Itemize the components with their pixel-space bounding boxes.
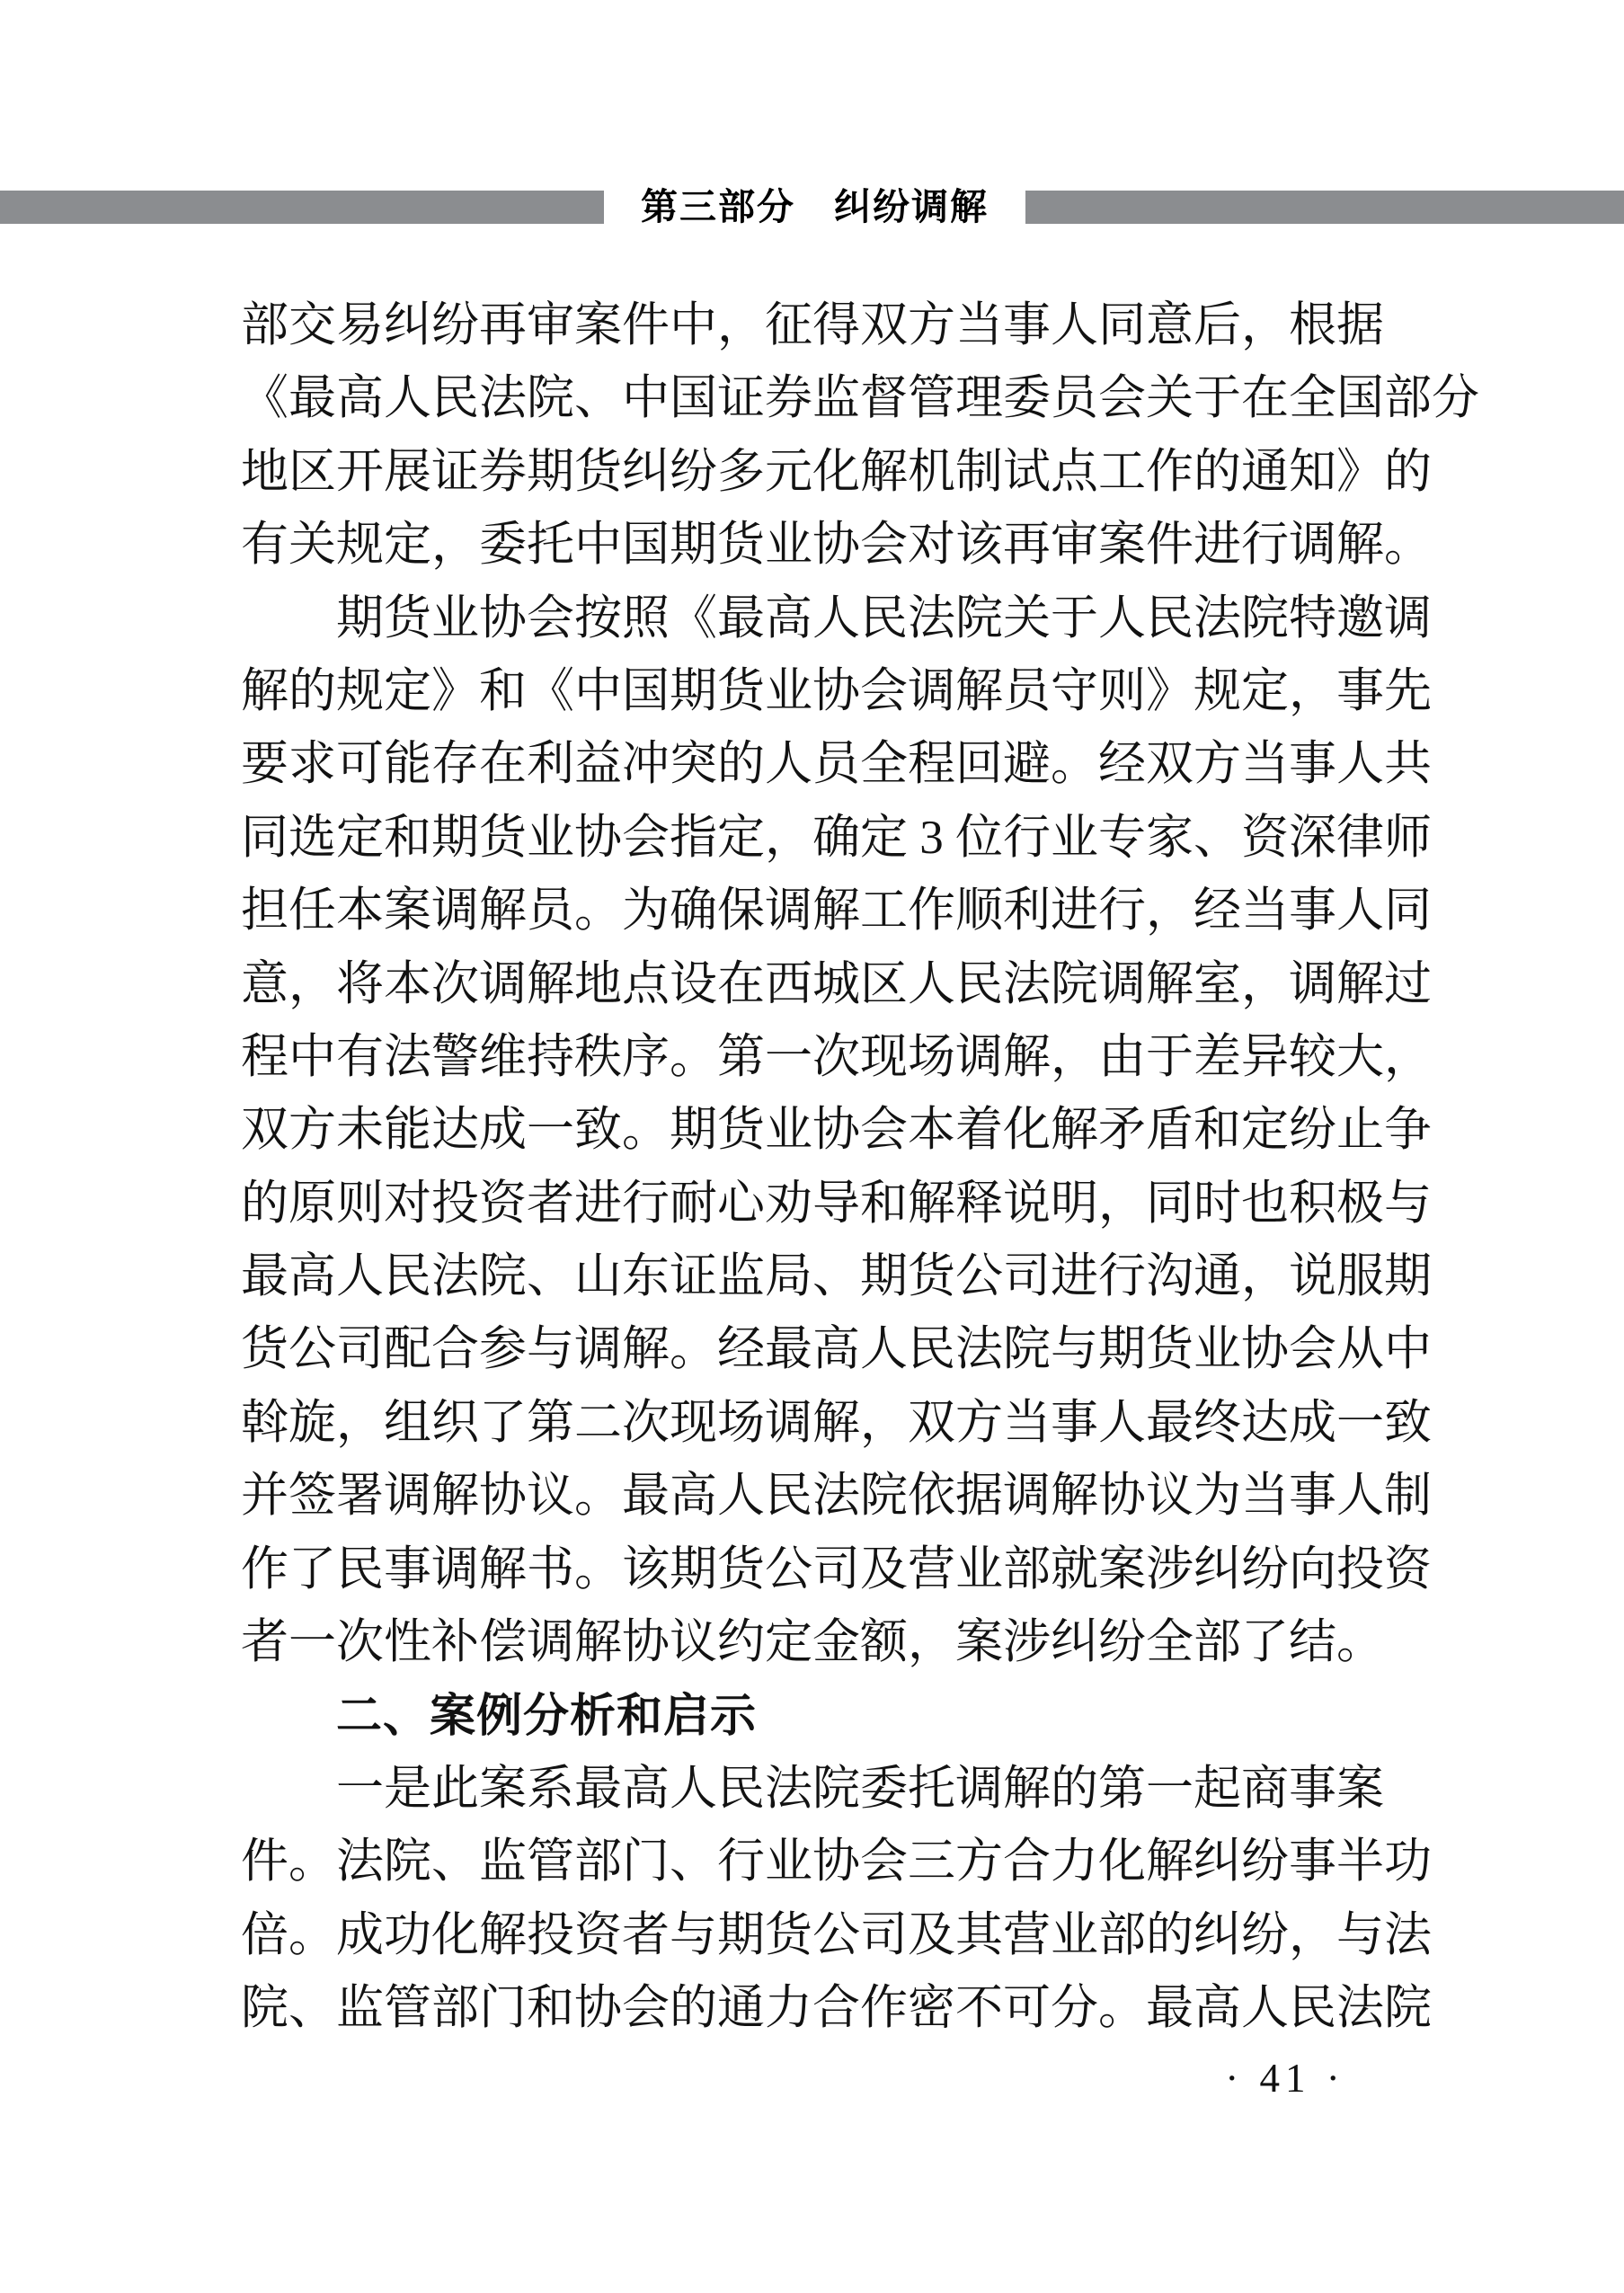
text-line: 一是此案系最高人民法院委托调解的第一起商事案 bbox=[336, 1762, 1384, 1815]
text-line: 双方未能达成一致。期货业协会本着化解矛盾和定纷止争 bbox=[241, 1104, 1432, 1157]
text-line: 期货业协会按照《最高人民法院关于人民法院特邀调 bbox=[336, 591, 1432, 644]
text-line: 最高人民法院、山东证监局、期货公司进行沟通，说服期 bbox=[241, 1250, 1432, 1303]
text-line: 地区开展证券期货纠纷多元化解机制试点工作的通知》的 bbox=[241, 445, 1432, 498]
text-line: 同选定和期货业协会指定，确定 3 位行业专家、资深律师 bbox=[241, 811, 1432, 864]
text-line: 有关规定，委托中国期货业协会对该再审案件进行调解。 bbox=[241, 519, 1432, 572]
text-line: 解的规定》和《中国期货业协会调解员守则》规定，事先 bbox=[241, 664, 1432, 717]
text-line: 程中有法警维持秩序。第一次现场调解，由于差异较大， bbox=[241, 1030, 1432, 1083]
text-line: 件。法院、监管部门、行业协会三方合力化解纠纷事半功 bbox=[241, 1835, 1432, 1889]
text-line: 的原则对投资者进行耐心劝导和解释说明，同时也积极与 bbox=[241, 1177, 1432, 1230]
body-text-block bbox=[241, 289, 1479, 2045]
page-number: · 41 · bbox=[1225, 2056, 1345, 2101]
text-line: 部交易纠纷再审案件中，征得双方当事人同意后，根据 bbox=[241, 299, 1384, 351]
header-rule-left bbox=[0, 191, 604, 224]
header-rule-right bbox=[1025, 191, 1624, 224]
text-line: 货公司配合参与调解。经最高人民法院与期货业协会从中 bbox=[241, 1323, 1432, 1376]
text-line: 要求可能存在利益冲突的人员全程回避。经双方当事人共 bbox=[241, 738, 1432, 791]
text-line: 斡旋，组织了第二次现场调解，双方当事人最终达成一致 bbox=[241, 1396, 1432, 1449]
text-line: 并签署调解协议。最高人民法院依据调解协议为当事人制 bbox=[241, 1470, 1432, 1523]
text-line: 者一次性补偿调解协议约定金额，案涉纠纷全部了结。 bbox=[241, 1616, 1384, 1669]
text-line: 院、监管部门和协会的通力合作密不可分。最高人民法院 bbox=[241, 1981, 1432, 2034]
running-head-title: 第三部分 纠纷调解 bbox=[641, 186, 989, 227]
section-heading: 二、案例分析和启示 bbox=[336, 1690, 758, 1742]
text-line: 作了民事调解书。该期货公司及营业部就案涉纠纷向投资 bbox=[241, 1542, 1432, 1595]
text-line: 担任本案调解员。为确保调解工作顺利进行，经当事人同 bbox=[241, 884, 1432, 938]
text-line: 意，将本次调解地点设在西城区人民法院调解室，调解过 bbox=[241, 957, 1432, 1010]
text-line: 《最高人民法院、中国证券监督管理委员会关于在全国部分 bbox=[241, 372, 1479, 425]
text-line: 倍。成功化解投资者与期货公司及其营业部的纠纷，与法 bbox=[241, 1908, 1432, 1961]
